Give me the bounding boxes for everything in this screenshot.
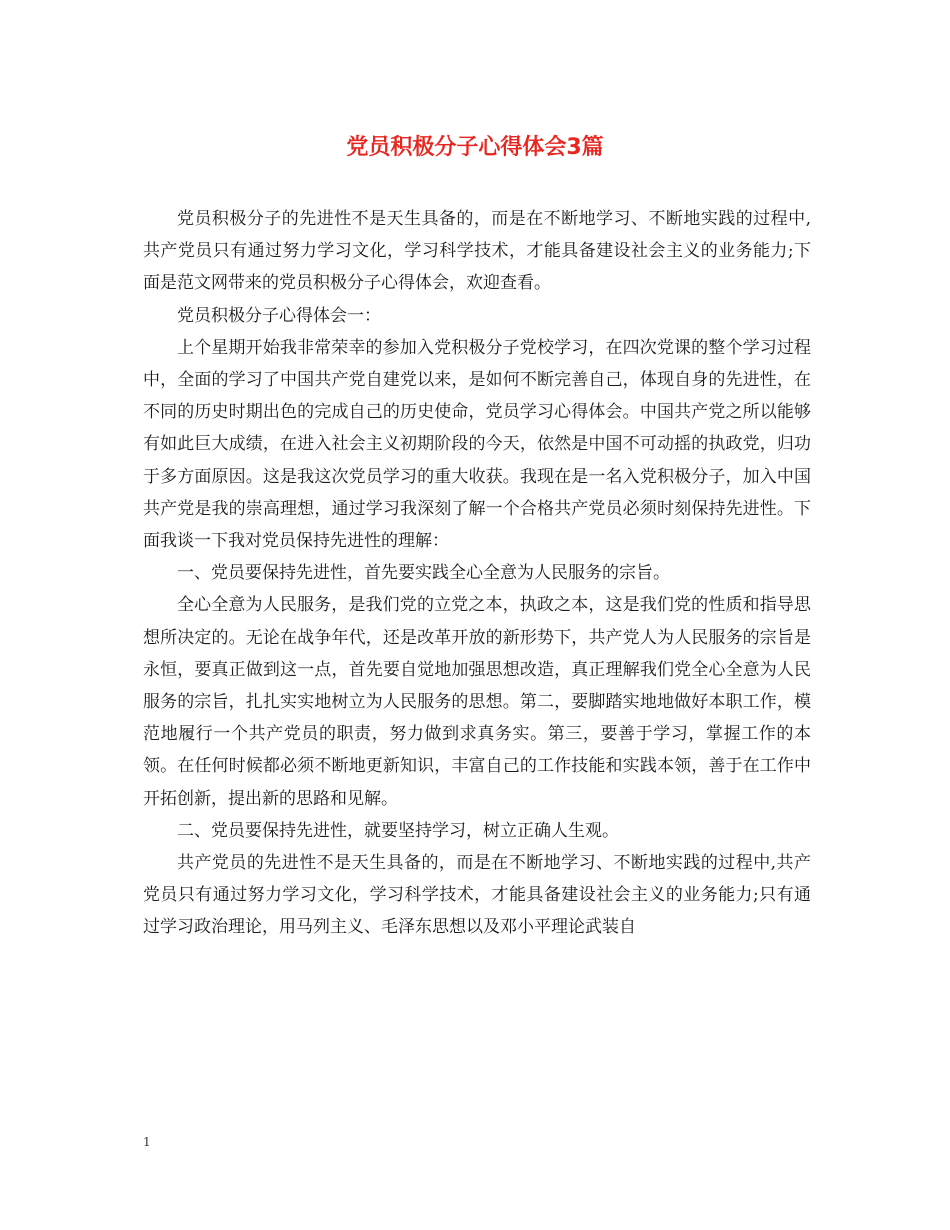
- document-title: 党员积极分子心得体会3篇: [346, 135, 604, 160]
- page-number: 1: [143, 1135, 151, 1149]
- paragraph-intro: 党员积极分子的先进性不是天生具备的，而是在不断地学习、不断地实践的过程中,共产党员只有通过努力学习文化，学习科学技术，才能具备建设社会主义的业务能力;下面是范文网带来的党员积极分子心得体会，欢迎查看。: [143, 209, 811, 294]
- document-body: [143, 203, 811, 944]
- paragraph-point-2: 二、党员要保持先进性，就要坚持学习，树立正确人生观。: [177, 820, 619, 841]
- paragraph-body-1: 上个星期开始我非常荣幸的参加入党积极分子党校学习，在四次党课的整个学习过程中，全面的学习了中国共产党自建党以来，是如何不断完善自己，体现自身的先进性，在不同的历史时期出色的完成自己的历史使命，党员学习心得体会。中国共产党之所以能够有如此巨大成绩，在进入社会主义初期阶段的今天，依然是中国不可动摇的执政党，归功于多方面原因。这是我这次党员学习的重大收获。我现在是一名入党积极分子，加入中国共产党是我的崇高理想，通过学习我深刻了解一个合格共产党员必须时刻保持先进性。下面我谈一下我对党员保持先进性的理解：: [143, 337, 811, 552]
- paragraph-section-heading-1: 党员积极分子心得体会一：: [177, 305, 381, 326]
- paragraph-point-1: 一、党员要保持先进性，首先要实践全心全意为人民服务的宗旨。: [177, 563, 670, 584]
- paragraph-body-3: 共产党员的先进性不是天生具备的，而是在不断地学习、不断地实践的过程中,共产党员只有通过努力学习文化，学习科学技术，才能具备建设社会主义的业务能力;只有通过学习政治理论，用马列主义、毛泽东思想以及邓小平理论武装自: [143, 853, 811, 938]
- paragraph-body-2: 全心全意为人民服务，是我们党的立党之本，执政之本，这是我们党的性质和指导思想所决定的。无论在战争年代，还是改革开放的新形势下，共产党人为人民服务的宗旨是永恒，要真正做到这一点，首先要自觉地加强思想改造，真正理解我们党全心全意为人民服务的宗旨，扎扎实实地树立为人民服务的思想。第二，要脚踏实地地做好本职工作，模范地履行一个共产党员的职责，努力做到求真务实。第三，要善于学习，掌握工作的本领。在任何时候都必须不断地更新知识，丰富自己的工作技能和实践本领，善于在工作中开拓创新，提出新的思路和见解。: [143, 595, 811, 809]
